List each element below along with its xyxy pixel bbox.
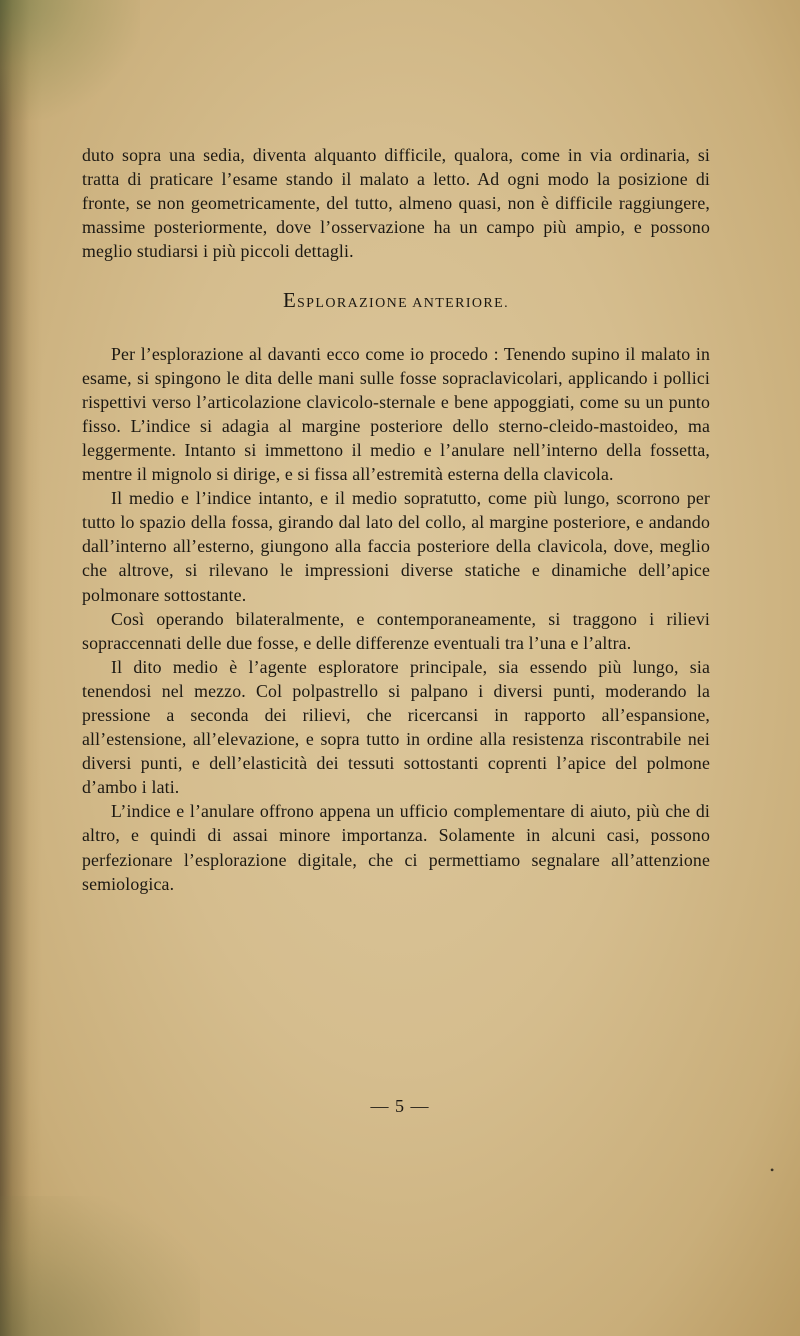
- paragraph-2: Il medio e l’indice intanto, e il medio sopratutto, come più lungo, scorrono per tutto lo spazio della fossa, girando dal lato del collo, al margine posteriore, e andando dall’interno all’esterno, giungono alla faccia posteriore della clavicola, dove, meglio che altrove, si rilevano le impressioni diverse statiche e dinamiche dell’apice polmonare sottostante.: [82, 488, 710, 605]
- binding-shadow: [0, 0, 42, 1336]
- paragraph-1: Per l’esplorazione al davanti ecco come io procedo : Tenendo supino il malato in esame, si spingono le dita delle mani sulle fosse sopraclavicolari, applicando i pollici rispettivi verso l’articolazione clavicolo-sternale e bene appoggiati, come su un punto fisso. L’indice si adagia al margine posteriore dello sterno-cleido-mastoideo, ma leggermente. Intanto si immettono il medio e l’anulare nell’interno della fossetta, mentre il mignolo si dirige, e si fissa all’estremità esterna della clavicola.: [82, 343, 710, 485]
- section-heading: [82, 288, 710, 316]
- stain-top-left: [0, 0, 140, 120]
- paragraph-4: Il dito medio è l’agente esploratore principale, sia essendo più lungo, sia tenendosi nel mezzo. Col polpastrello si palpano i diversi punti, moderando la pressione a seconda dei rilievi, che ricercansi in rapporto all’espansione, all’estensione, all’elevazione, e sopra tutto in ordine alla resistenza riscontrabile nei diversi punti, e dell’elasticità dei tessuti sottostanti coprenti l’apice del polmone d’ambo i lati.: [82, 656, 710, 798]
- heading-initial: E: [282, 288, 297, 313]
- page-number: — 5 —: [370, 1096, 430, 1116]
- paragraph-5: L’indice e l’anulare offrono appena un ufficio complementare di aiuto, più che di altro, e quindi di assai minore importanza. Solamente in alcuni casi, possono perfezionare l’esplorazione digitale, che ci permettiamo segnalare all’attenzione semiologica.: [82, 801, 710, 894]
- stain-bottom-left: [0, 1196, 200, 1336]
- body-text: [82, 143, 710, 896]
- print-speck: •: [770, 1163, 775, 1177]
- heading-rest: SPLORAZIONE ANTERIORE.: [297, 296, 510, 312]
- paragraph-3: Così operando bilateralmente, e contemporaneamente, si traggono i rilievi sopraccennati delle due fosse, e delle differenze eventuali tra l’una e l’altra.: [82, 608, 710, 653]
- paragraph-continuation: duto sopra una sedia, diventa alquanto difficile, qualora, come in via ordinaria, si tratta di praticare l’esame stando il malato a letto. Ad ogni modo la posizione di fronte, se non geometricamente, del tutto, almeno quasi, non è difficile raggiungere, massime posteriormente, dove l’osservazione ha un campo più ampio, e possono meglio studiarsi i più piccoli dettagli.: [82, 145, 710, 262]
